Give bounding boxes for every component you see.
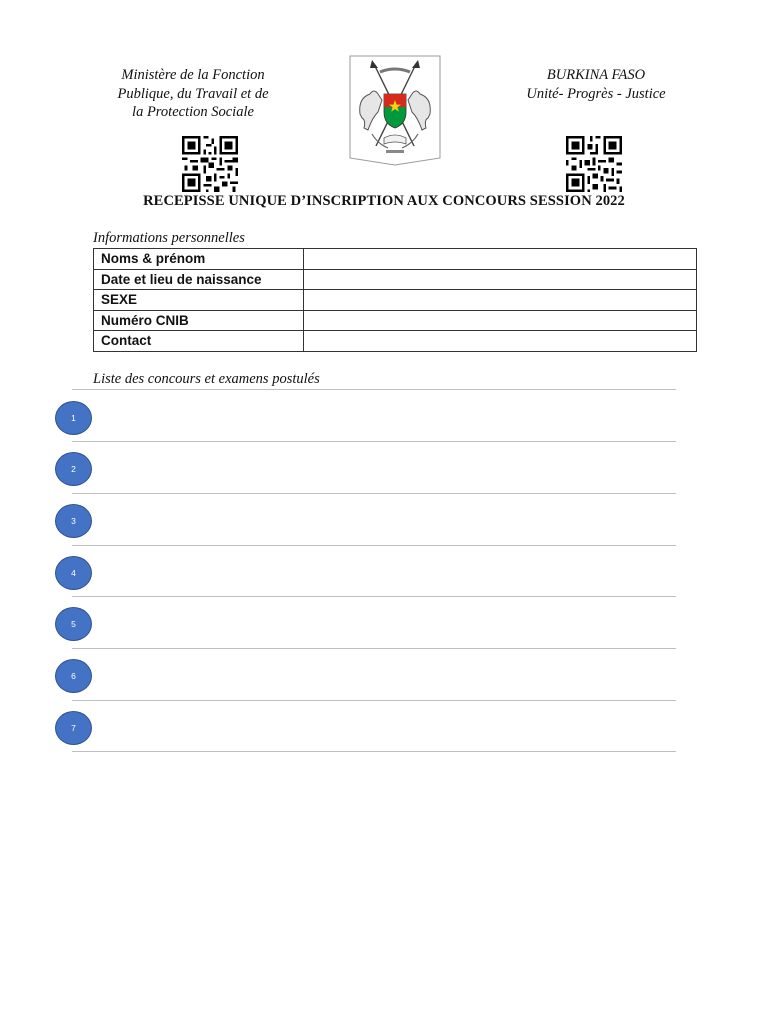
competition-entry[interactable] bbox=[100, 406, 670, 426]
table-row bbox=[94, 290, 697, 311]
competition-entry[interactable] bbox=[100, 510, 670, 530]
document-title: RECEPISSE UNIQUE D’INSCRIPTION AUX CONCOURS SESSION 2022 bbox=[143, 193, 625, 209]
competition-entry[interactable] bbox=[100, 458, 670, 478]
list-number-badge: 7 bbox=[55, 711, 92, 745]
competition-entry[interactable] bbox=[100, 562, 670, 582]
qr-code-icon bbox=[566, 136, 622, 197]
national-motto: Unité- Progrès - Justice bbox=[526, 85, 666, 102]
divider bbox=[72, 648, 676, 649]
divider bbox=[72, 700, 676, 701]
field-value-cnib[interactable] bbox=[304, 310, 697, 331]
list-number-badge: 5 bbox=[55, 607, 92, 641]
list-number-badge: 4 bbox=[55, 556, 92, 590]
list-number-badge: 1 bbox=[55, 401, 92, 435]
country-name: BURKINA FASO bbox=[546, 67, 646, 83]
field-value-contact[interactable] bbox=[304, 331, 697, 352]
field-value-name[interactable] bbox=[304, 249, 697, 270]
divider bbox=[72, 441, 676, 442]
table-row bbox=[94, 310, 697, 331]
list-number-badge: 3 bbox=[55, 504, 92, 538]
divider bbox=[72, 596, 676, 597]
qr-code-icon bbox=[182, 136, 238, 197]
divider bbox=[72, 545, 676, 546]
coat-of-arms-icon bbox=[348, 54, 442, 166]
divider bbox=[72, 751, 676, 752]
competition-entry[interactable] bbox=[100, 717, 670, 737]
field-value-sex[interactable] bbox=[304, 290, 697, 311]
personal-info-table bbox=[93, 248, 697, 352]
field-value-birth[interactable] bbox=[304, 269, 697, 290]
divider bbox=[72, 389, 676, 390]
ministry-line: la Protection Sociale bbox=[132, 104, 254, 120]
personal-info-label: Informations personnelles bbox=[93, 230, 245, 246]
ministry-name bbox=[92, 66, 294, 122]
competitions-label: Liste des concours et examens postulés bbox=[93, 371, 320, 387]
field-label: SEXE bbox=[94, 290, 304, 311]
field-label: Contact bbox=[94, 331, 304, 352]
field-label: Numéro CNIB bbox=[94, 310, 304, 331]
competition-entry[interactable] bbox=[100, 665, 670, 685]
list-number-badge: 6 bbox=[55, 659, 92, 693]
field-label: Noms & prénom bbox=[94, 249, 304, 270]
divider bbox=[72, 493, 676, 494]
field-label: Date et lieu de naissance bbox=[94, 269, 304, 290]
list-number-badge: 2 bbox=[55, 452, 92, 486]
ministry-line: Ministère de la Fonction bbox=[121, 67, 265, 83]
ministry-line: Publique, du Travail et de bbox=[117, 85, 269, 102]
table-row bbox=[94, 331, 697, 352]
competition-entry[interactable] bbox=[100, 613, 670, 633]
table-row bbox=[94, 249, 697, 270]
table-row bbox=[94, 269, 697, 290]
country-motto bbox=[500, 66, 692, 103]
